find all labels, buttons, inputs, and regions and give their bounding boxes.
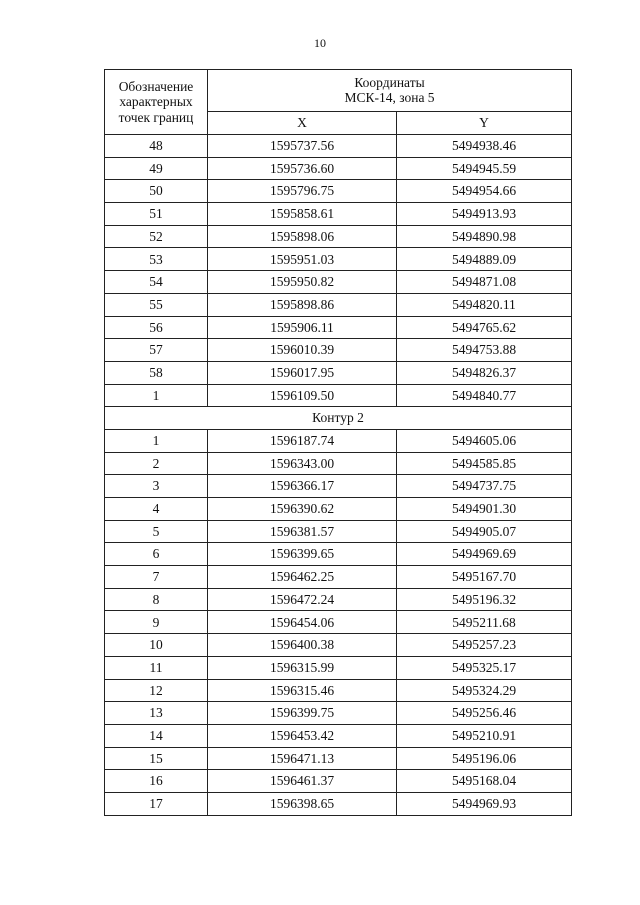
- x-cell: 1596187.74: [208, 429, 397, 452]
- point-cell: 6: [105, 543, 208, 566]
- y-cell: 5495167.70: [397, 566, 572, 589]
- table-row: [105, 384, 572, 407]
- point-cell: 15: [105, 747, 208, 770]
- table-row: [105, 702, 572, 725]
- table-row: [105, 543, 572, 566]
- table-row: [105, 634, 572, 657]
- table-row: [105, 656, 572, 679]
- y-cell: 5494945.59: [397, 157, 572, 180]
- y-cell: 5494954.66: [397, 180, 572, 203]
- x-cell: 1596381.57: [208, 520, 397, 543]
- x-cell: 1596399.75: [208, 702, 397, 725]
- section-label: Контур 2: [105, 407, 572, 430]
- table-row: [105, 135, 572, 158]
- x-cell: 1595898.06: [208, 225, 397, 248]
- point-cell: 58: [105, 361, 208, 384]
- table-row: [105, 679, 572, 702]
- x-cell: 1596366.17: [208, 475, 397, 498]
- y-cell: 5494938.46: [397, 135, 572, 158]
- y-cell: 5495325.17: [397, 656, 572, 679]
- point-cell: 57: [105, 339, 208, 362]
- point-cell: 54: [105, 271, 208, 294]
- x-cell: 1596471.13: [208, 747, 397, 770]
- y-cell: 5495257.23: [397, 634, 572, 657]
- x-cell: 1596453.42: [208, 724, 397, 747]
- table-row: [105, 203, 572, 226]
- table-row: [105, 747, 572, 770]
- x-cell: 1595796.75: [208, 180, 397, 203]
- table-row: [105, 588, 572, 611]
- section-body: [105, 407, 572, 430]
- point-cell: 2: [105, 452, 208, 475]
- y-cell: 5494765.62: [397, 316, 572, 339]
- table-row: [105, 271, 572, 294]
- point-cell: 4: [105, 498, 208, 521]
- table-row: [105, 339, 572, 362]
- y-cell: 5494905.07: [397, 520, 572, 543]
- x-cell: 1596461.37: [208, 770, 397, 793]
- coordinates-table: [104, 69, 572, 816]
- table-row: [105, 361, 572, 384]
- point-cell: 7: [105, 566, 208, 589]
- point-cell: 51: [105, 203, 208, 226]
- page-number: 10: [314, 36, 326, 50]
- table-body-part-2: [105, 429, 572, 815]
- table-body-part-1: [105, 135, 572, 407]
- point-cell: 3: [105, 475, 208, 498]
- table-row: [105, 566, 572, 589]
- y-cell: 5495168.04: [397, 770, 572, 793]
- x-cell: 1596343.00: [208, 452, 397, 475]
- table-row: [105, 520, 572, 543]
- table-row: [105, 452, 572, 475]
- x-cell: 1596390.62: [208, 498, 397, 521]
- x-cell: 1595951.03: [208, 248, 397, 271]
- point-designation-header: [105, 70, 208, 135]
- point-cell: 53: [105, 248, 208, 271]
- y-cell: 5494737.75: [397, 475, 572, 498]
- point-cell: 1: [105, 384, 208, 407]
- table-row: [105, 475, 572, 498]
- y-cell: 5494969.69: [397, 543, 572, 566]
- x-cell: 1596398.65: [208, 792, 397, 815]
- x-cell: 1596315.46: [208, 679, 397, 702]
- point-cell: 17: [105, 792, 208, 815]
- table-row: [105, 293, 572, 316]
- y-cell: 5495256.46: [397, 702, 572, 725]
- y-cell: 5494871.08: [397, 271, 572, 294]
- y-cell: 5495324.29: [397, 679, 572, 702]
- table-row: [105, 316, 572, 339]
- x-cell: 1595906.11: [208, 316, 397, 339]
- x-cell: 1595736.60: [208, 157, 397, 180]
- point-cell: 16: [105, 770, 208, 793]
- x-cell: 1596462.25: [208, 566, 397, 589]
- y-cell: 5495196.06: [397, 747, 572, 770]
- coordinates-header-line-1: Координаты: [354, 74, 425, 90]
- table-row: [105, 498, 572, 521]
- x-cell: 1596017.95: [208, 361, 397, 384]
- x-cell: 1596010.39: [208, 339, 397, 362]
- table-row: [105, 429, 572, 452]
- x-cell: 1595898.86: [208, 293, 397, 316]
- y-cell: 5494585.85: [397, 452, 572, 475]
- y-cell: 5494969.93: [397, 792, 572, 815]
- y-cell: 5495196.32: [397, 588, 572, 611]
- x-cell: 1596315.99: [208, 656, 397, 679]
- table-row: [105, 792, 572, 815]
- point-cell: 48: [105, 135, 208, 158]
- y-cell: 5494605.06: [397, 429, 572, 452]
- x-cell: 1595950.82: [208, 271, 397, 294]
- x-cell: 1596109.50: [208, 384, 397, 407]
- point-cell: 52: [105, 225, 208, 248]
- y-cell: 5494901.30: [397, 498, 572, 521]
- table-header: [105, 70, 572, 135]
- x-cell: 1595737.56: [208, 135, 397, 158]
- point-cell: 49: [105, 157, 208, 180]
- y-cell: 5495211.68: [397, 611, 572, 634]
- y-cell: 5494826.37: [397, 361, 572, 384]
- x-cell: 1596400.38: [208, 634, 397, 657]
- y-cell: 5494890.98: [397, 225, 572, 248]
- y-column-header: Y: [397, 111, 572, 134]
- y-cell: 5494820.11: [397, 293, 572, 316]
- y-cell: 5494840.77: [397, 384, 572, 407]
- table-row: [105, 770, 572, 793]
- point-cell: 8: [105, 588, 208, 611]
- point-cell: 55: [105, 293, 208, 316]
- x-cell: 1596454.06: [208, 611, 397, 634]
- y-cell: 5495210.91: [397, 724, 572, 747]
- table-row: [105, 724, 572, 747]
- table-row: [105, 225, 572, 248]
- x-column-header: X: [208, 111, 397, 134]
- table-row: [105, 180, 572, 203]
- x-cell: 1596472.24: [208, 588, 397, 611]
- point-header-line-2: характерных: [119, 94, 193, 110]
- x-cell: 1596399.65: [208, 543, 397, 566]
- point-cell: 9: [105, 611, 208, 634]
- y-cell: 5494753.88: [397, 339, 572, 362]
- point-cell: 50: [105, 180, 208, 203]
- point-cell: 1: [105, 429, 208, 452]
- point-cell: 13: [105, 702, 208, 725]
- point-header-line-1: Обозначение: [118, 78, 194, 94]
- y-cell: 5494889.09: [397, 248, 572, 271]
- point-cell: 56: [105, 316, 208, 339]
- table-row: [105, 611, 572, 634]
- coordinates-header: [208, 70, 572, 112]
- point-cell: 14: [105, 724, 208, 747]
- section-row: [105, 407, 572, 430]
- table-row: [105, 157, 572, 180]
- y-cell: 5494913.93: [397, 203, 572, 226]
- point-cell: 11: [105, 656, 208, 679]
- table-row: [105, 248, 572, 271]
- x-cell: 1595858.61: [208, 203, 397, 226]
- coordinates-header-line-2: МСК-14, зона 5: [344, 90, 435, 106]
- point-cell: 10: [105, 634, 208, 657]
- point-cell: 5: [105, 520, 208, 543]
- point-header-line-3: точек границ: [118, 109, 194, 125]
- point-cell: 12: [105, 679, 208, 702]
